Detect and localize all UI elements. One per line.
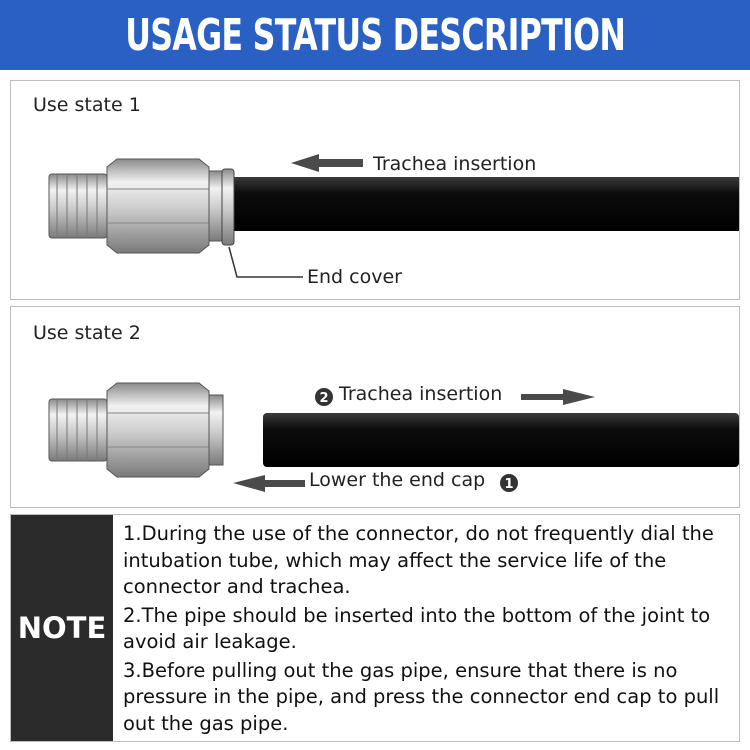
arrow-left-icon	[291, 154, 363, 172]
collar	[209, 395, 223, 465]
note-item-1: 1.During the use of the connector, do not frequently dial the intubation tube, which may affect the service life of the connector and trachea.	[123, 522, 714, 598]
page-title: USAGE STATUS DESCRIPTION	[125, 9, 625, 61]
note-box	[10, 514, 740, 742]
collar	[209, 171, 223, 241]
arrow-right-icon	[521, 389, 595, 405]
note-list	[123, 521, 735, 739]
note-label-panel	[11, 515, 113, 741]
trachea-insertion-label-1: Trachea insertion	[373, 153, 537, 175]
note-item-3: 3.Before pulling out the gas pipe, ensure that there is no pressure in the pipe, and press the connector end cap to pull out the gas pipe.	[123, 658, 720, 735]
header-banner	[0, 0, 750, 70]
use-state-1-label: Use state 1	[33, 94, 141, 116]
arrow-left-icon	[233, 475, 305, 492]
tube	[231, 177, 739, 231]
end-cover-ring	[222, 169, 234, 245]
note-item-2: 2.The pipe should be inserted into the bottom of the joint to avoid air leakage.	[123, 603, 711, 653]
thread-section	[49, 399, 107, 461]
thread-section	[49, 174, 107, 238]
trachea-insertion-label-2: Trachea insertion	[339, 383, 503, 405]
use-state-1-panel	[10, 80, 740, 300]
step-1-badge-number: 1	[504, 477, 514, 492]
step-2-badge-number: 2	[319, 391, 329, 406]
hex-body	[107, 159, 209, 253]
end-cover-label: End cover	[307, 266, 402, 288]
hex-body	[107, 383, 209, 477]
end-cover-leader	[229, 247, 303, 277]
use-state-2-label: Use state 2	[33, 322, 141, 344]
use-state-2-panel	[10, 306, 740, 508]
tube	[263, 413, 739, 467]
lower-end-cap-label: Lower the end cap	[309, 469, 486, 491]
note-label: NOTE	[17, 611, 107, 645]
